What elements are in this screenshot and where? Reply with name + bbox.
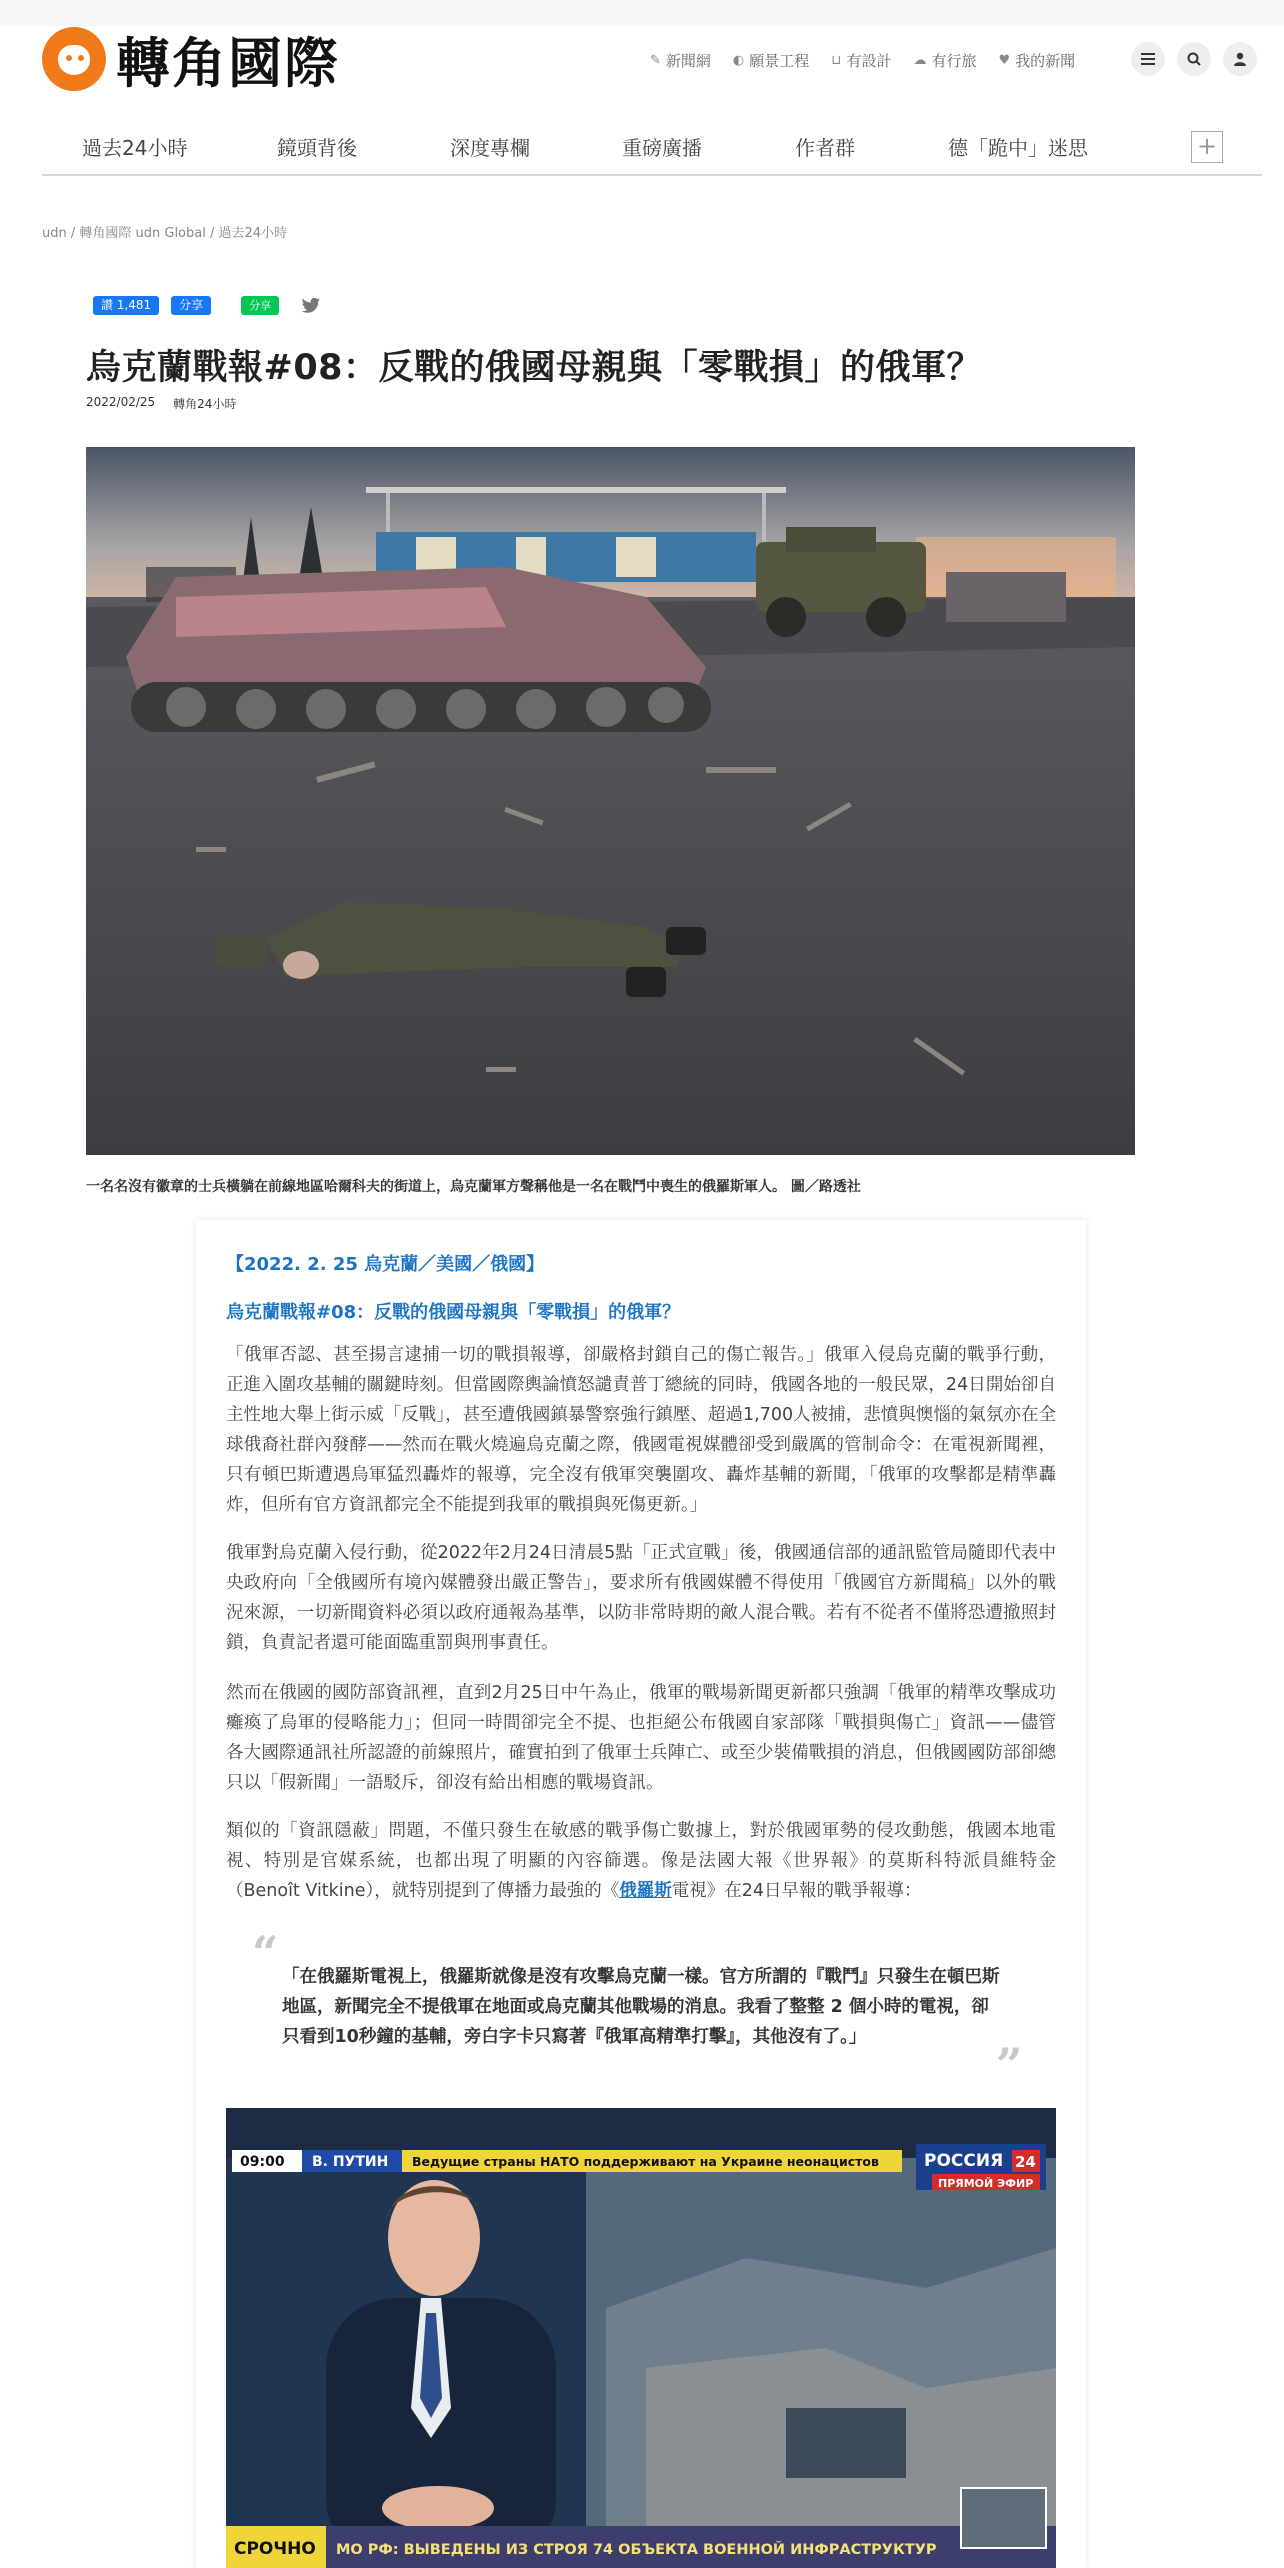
heart-icon: ♥ (998, 53, 1011, 68)
site-link-design[interactable] (831, 50, 891, 71)
site-label: 願景工程 (749, 52, 810, 70)
nav-more-button[interactable]: + (1191, 131, 1223, 163)
site-label: 我的新聞 (1015, 52, 1076, 70)
site-link-vision[interactable] (733, 50, 809, 71)
tab-broadcast[interactable]: 重磅廣播 (622, 136, 702, 160)
user-icon[interactable] (1223, 42, 1257, 76)
site-header (0, 26, 1284, 114)
network-sites (650, 50, 1075, 71)
main-nav (42, 118, 1262, 176)
tv-name-bar: В. ПУТИН (312, 2154, 389, 2170)
twitter-icon[interactable] (301, 297, 321, 315)
logo-mark-icon (42, 27, 106, 91)
close-quote-icon: ” (996, 2038, 1023, 2092)
tab-past-24h[interactable]: 過去24小時 (82, 136, 188, 160)
paragraph-4 (226, 1816, 1056, 1906)
site-link-udn[interactable] (650, 50, 711, 71)
facebook-share-button[interactable]: 分享 (171, 296, 211, 315)
open-quote-icon: “ (252, 1926, 279, 1980)
tv-live-label: ПРЯМОЙ ЭФИР (938, 2177, 1034, 2190)
russia-link[interactable]: 俄羅斯 (619, 1881, 672, 1901)
tv-channel-number: 24 (1015, 2153, 1036, 2171)
site-label: 新聞網 (665, 52, 711, 70)
breadcrumb[interactable]: udn / 轉角國際 udn Global / 過去24小時 (42, 226, 288, 241)
hero-photo (86, 447, 1135, 1155)
blockquote (226, 1926, 1056, 2092)
article-title: 烏克蘭戰報#08：反戰的俄國母親與「零戰損」的俄軍？ (86, 348, 983, 388)
paragraph-3: 然而在俄國的國防部資訊裡，直到2月25日中午為止，俄軍的戰場新聞更新都只強調「俄軍的精準攻擊成功癱瘓了烏軍的侵略能力」；但同一時間卻完全不提、也拒絕公布俄國自家部隊「戰損與傷亡」資訊——儘管各大國際通訊社所認證的前線照片，確實拍到了俄軍士兵陣亡、或至少裝備戰損的消息，但俄國國防部卻總只以「假新聞」一語駁斥，卻沒有給出相應的戰場資訊。 (226, 1683, 1056, 1793)
paragraph-2: 俄軍對烏克蘭入侵行動，從2022年2月24日清晨5點「正式宣戰」後，俄國通信部的通訊監管局隨即代表中央政府向「全俄國所有境內媒體發出嚴正警告」，要求所有俄國媒體不得使用「俄國官方新聞稿」以外的戰況來源，一切新聞資料必須以政府通報為基準，以防非常時期的敵人混合戰。若有不從者不僅將恐遭撤照封鎖，負責記者還可能面臨重罰與刑事責任。 (226, 1543, 1056, 1653)
facebook-like-button[interactable]: 讚 1,481 (93, 296, 159, 315)
article-date: 2022/02/25 (86, 395, 156, 409)
tab-behind-lens[interactable]: 鏡頭背後 (277, 136, 357, 160)
site-label: 有設計 (846, 52, 892, 70)
tv-urgent-label: СРОЧНО (234, 2539, 316, 2559)
site-link-my-news[interactable] (998, 50, 1075, 71)
site-label: 有行旅 (931, 52, 977, 70)
article-author[interactable]: 轉角24小時 (173, 397, 237, 411)
quote-text: 「在俄羅斯電視上，俄羅斯就像是沒有攻擊烏克蘭一樣。官方所謂的『戰鬥』只發生在頓巴斯地區，新聞完全不提俄軍在地面或烏克蘭其他戰場的消息。我看了整整 2 個小時的電視，卻只看到10秒鐘的基輔，旁白字卡只寫著『俄軍高精準打擊』，其他沒有了。」 (282, 1967, 1000, 2047)
site-link-travel[interactable] (913, 50, 976, 71)
article-meta (86, 395, 236, 412)
tab-columns[interactable]: 深度專欄 (450, 136, 530, 160)
article-subtitle: 烏克蘭戰報#08：反戰的俄國母親與「零戰損」的俄軍？ (226, 1302, 681, 1323)
menu-icon[interactable] (1131, 42, 1165, 76)
header-actions (1131, 42, 1257, 76)
photo-caption: 一名名沒有徽章的士兵橫躺在前線地區哈爾科夫的街道上，烏克蘭軍方聲稱他是一名在戰鬥中喪生的俄羅斯軍人。 圖／路透社 (86, 1179, 861, 1195)
udn-icon: ✎ (650, 53, 661, 68)
share-bar (93, 296, 321, 315)
paragraph-4-text: 類似的「資訊隱蔽」問題，不僅只發生在敏感的戰爭傷亡數據上，對於俄國軍勢的侵攻動態，俄國本地電視、特別是官媒系統，也都出現了明顯的內容篩選。像是法國大報《世界報》的莫斯科特派員維特金（Benoît Vitkine），就特別提到了傳播力最強的《 (226, 1821, 1056, 1901)
line-share-button[interactable]: 分享 (241, 296, 279, 315)
article-tagline[interactable]: 【2022. 2. 25 烏克蘭／美國／俄國】 (226, 1254, 545, 1275)
hero-photo-illustration (86, 447, 1135, 1155)
tab-authors[interactable]: 作者群 (795, 136, 855, 160)
tv-clock: 09:00 (240, 2154, 285, 2170)
tab-germany-china[interactable]: 德「跪中」迷思 (948, 136, 1088, 160)
vision-icon: ◐ (732, 53, 745, 68)
tv-bottom-ticker: МО РФ: ВЫВЕДЕНЫ ИЗ СТРОЯ 74 ОБЪЕКТА ВОЕННОЙ ИНФРАСТРУКТУР (336, 2542, 937, 2558)
logo-text: 轉角國際 (116, 30, 340, 95)
tv-channel-name: РОССИЯ (924, 2151, 1004, 2171)
tv-broadcast-illustration (226, 2108, 1056, 2568)
tv-top-ticker: Ведущие страны НАТО поддерживают на Украине неонацистов (412, 2154, 879, 2169)
travel-icon: ☁ (913, 53, 927, 68)
design-icon: ⊔ (831, 53, 842, 68)
site-logo[interactable] (42, 26, 340, 95)
paragraph-1: 「俄軍否認、甚至揚言逮捕一切的戰損報導，卻嚴格封鎖自己的傷亡報告。」俄軍入侵烏克蘭的戰爭行動，正進入圍攻基輔的關鍵時刻。但當國際輿論憤怒譴責普丁總統的同時，俄國各地的一般民眾，24日開始卻自主性地大舉上街示威「反戰」，甚至遭俄國鎮暴警察強行鎮壓、超過1,700人被捕，悲憤與懊惱的氣氛亦在全球俄裔社群內發酵——然而在戰火燒遍烏克蘭之際，俄國電視媒體卻受到嚴厲的管制命令：在電視新聞裡，只有頓巴斯遭遇烏軍猛烈轟炸的報導，完全沒有俄軍突襲圍攻、轟炸基輔的新聞，「俄軍的攻擊都是精準轟炸，但所有官方資訊都完全不能提到我軍的戰損與死傷更新。」 (226, 1345, 1056, 1515)
tv-screenshot-photo (226, 2108, 1056, 2568)
search-icon[interactable] (1177, 42, 1211, 76)
paragraph-4-text-end: 電視》在24日早報的戰爭報導： (671, 1881, 922, 1901)
